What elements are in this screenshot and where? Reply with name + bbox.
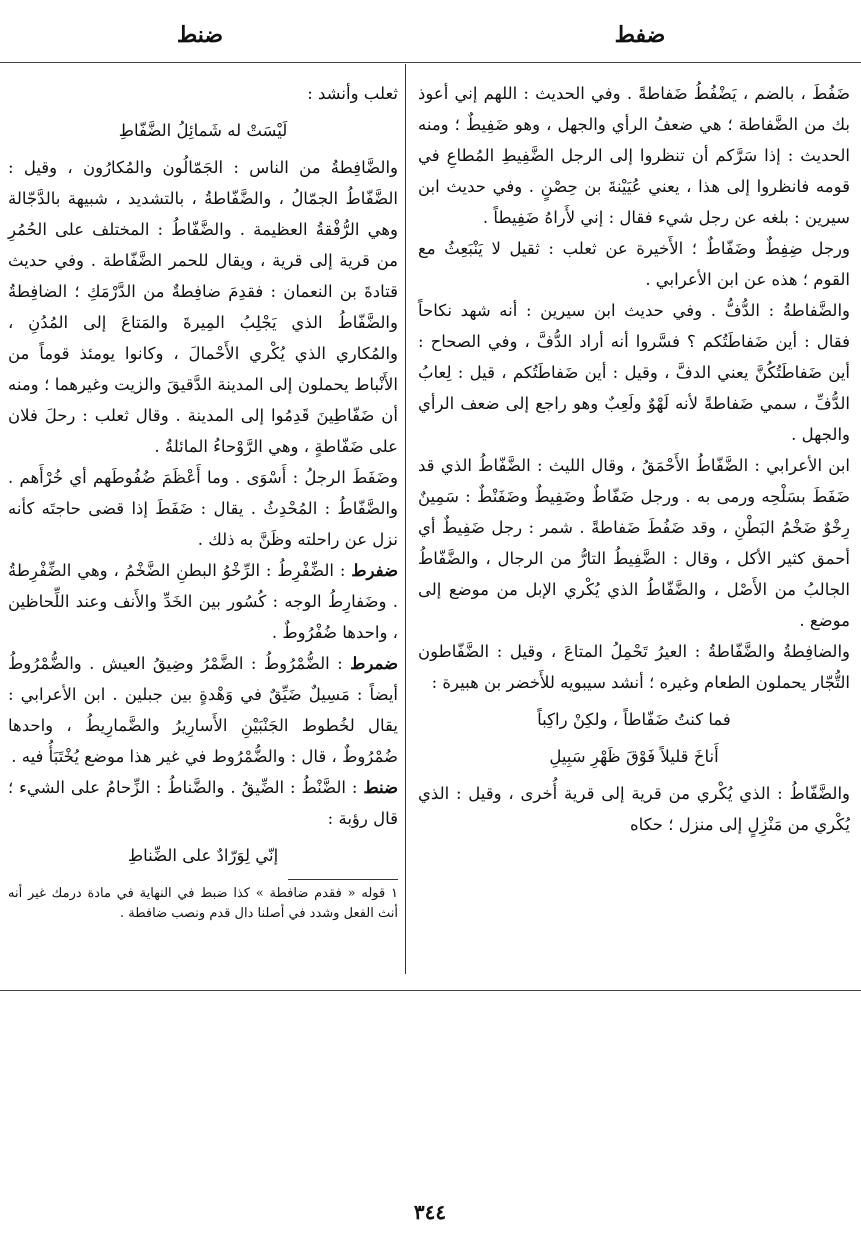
entry-headword: ضفرط: [351, 561, 399, 580]
paragraph: وضَفَطَ الرجلُ : أَسْوَى . وما أَعْظَمَ ضُفُوطَهم أي خُرْأَهم . والضَّفّاطُ : المُحْدِثُ . يقال : ضَفَطَ إذا قضى حاجتَه كأنه نزل عن راحلته وظَنَّ به ذلك .: [8, 468, 398, 549]
verse-line: فما كنتُ ضَفّاطاً ، ولكِنْ راكِباً: [537, 710, 731, 729]
paragraph: ورجل ضِفِطٌ وضَفّاطٌ ؛ الأَخيرة عن ثعلب : ثقيل لا يَنْبَعِثُ مع القوم ؛ هذه عن ابن الأعرابي .: [418, 239, 850, 289]
paragraph: والضافِطةُ والضَّفّاطةُ : العيرُ تَحْمِلُ المتاعَ ، وقيل : الضَّفّاطون التُّجّار يحملون الطعام وغيره ؛ أنشد سيبويه للأَخضر بن هبيرة :: [418, 642, 850, 692]
entry-dant: [8, 772, 398, 834]
page-number: ٣٤٤: [413, 1200, 447, 1224]
footer-rule: [0, 990, 861, 991]
entry-text: : الضِّفْرِطُ : الرِّخْوُ البطنِ الضَّخْمُ ، وهي الضِّفْرِطةُ . وضَفارِطُ الوجه : كُسُور بين الخَدِّ والأَنف وعند اللِّحاظين ، واحدها ضُفْرُوطٌ .: [8, 561, 398, 642]
entry-text: : الضُّمْرُوطُ : الضَّمْرُ وضِيقُ العيش . والضُّمْرُوطُ أيضاً : مَسِيلٌ ضَيِّقٌ في وَهْدةٍ بين جبلين . ابن الأعرابي : يقال لخُطوط الجَنْبَيْنِ الأَسارِيرُ والضَّمارِيطُ ، واحدها ضُمْرُوطٌ ، قال : والضُّمْرُوط في غير هذا موضع يُخْتَبَأُ فيه .: [8, 654, 398, 766]
column-divider: [405, 64, 406, 974]
left-column: [8, 78, 398, 924]
paragraph: ابن الأعرابي : الضَّفّاطُ الأَحْمَقُ ، وقال الليث : الضَّفّاطُ الذي قد ضَفَطَ بسَلْحِه ورمى به . ورجل ضَفّاطٌ وضَفِيطٌ وضَفَنْطٌ : سَمِينٌ رِخْوٌ ضَخْمُ البَطْنِ ، وقد ضَفُطَ ضَفاطةً . شمر : رجل ضَفِيطٌ أي أحمق كثير الأكل ، وقال : الضَّفِيطُ التارُّ من الرجال ، والضَّفّاطُ الجالبُ من الأَصْل ، والضَّفّاطُ الذي يُكْري الإبل من موضع إلى موضع .: [418, 456, 850, 630]
paragraph: والضَّافِطةُ من الناس : الجَمّالُون والمُكارُون ، وقيل : الضَّفّاطُ الجمّالُ ، والضَّفّاطةُ ، بالتشديد ، شبيهة بالدَّجّالة وهي الرُّفْقةُ العظيمة . والضَّفّاطُ : المختلف على الحُمُرِ من قرية إلى قرية ، ويقال للحمر الضَّفّاطة . وفي حديث قتادةَ بن النعمان : فقدِمَ ضافِطةٌ من الدَّرْمَكِ ؛ الضافِطةُ والضَّفّاطُ الذي يَجْلِبُ المِيرةَ والمَتاعَ إلى المُدُنِ ، والمُكاري الذي يُكْري الأَحْمالَ ، وكانوا يومئذ قوماً من الأَنْباط يحملون إلى المدينة الدَّقيقَ والزيت وغيرهما ؛ ومنه أن ضَفّاطِينَ قَدِمُوا إلى المدينة . وقال ثعلب : رحلَ فلان على ضَفّاطةٍ ، وهي الرَّوْحاءُ المائلةُ .: [8, 158, 398, 456]
entry-dafrat: [8, 555, 398, 648]
entry-headword: ضنط: [363, 778, 398, 797]
entry-text: : الضَّنْطُ : الضِّيقُ . والضَّناطُ : الزِّحامُ على الشيء ؛ قال رؤبة :: [8, 778, 398, 828]
paragraph: والضَّفّاطُ : الذي يُكْري من قرية إلى قرية أُخرى ، وقيل : الذي يُكْري من مَنْزِلٍ إلى منزل ؛ حكاه: [418, 784, 850, 834]
entry-headword: ضمرط: [350, 654, 398, 673]
verse-line: أَناخَ قليلاً فَوْقَ ظَهْرِ سَبِيلِ: [549, 747, 719, 766]
entry-dumrut: [8, 648, 398, 772]
verse-line: لَيْسَتْ له شَمائِلُ الضَّفّاطِ: [118, 121, 288, 140]
running-head-right: ضفط: [614, 22, 666, 48]
footnote: ١ قوله « فقدم ضافطة » كذا ضبط في النهاية في مادة درمك غير أنه أنث الفعل وشدد في أصلنا دال قدم ونصب ضافطة .: [8, 886, 398, 921]
paragraph: والضَّفاطةُ : الدُّفُّ . وفي حديث ابن سيرين : أنه شهد نكاحاً فقال : أين ضَفاطَتُكم ؟ فسَّروا أنه أراد الدُّفَّ ، وفي الصحاح : أين ضَفاطَتُكُنَّ يعني الدفَّ ، وقيل : أين ضَفاطَتُكم ، قيل : لِعابُ الدُّفِّ ، سمي ضَفاطةً لأنه لَهْوٌ ولَعِبٌ وهو راجع إلى ضعف الرأي والجهل .: [418, 301, 850, 444]
paragraph: ضَفُطَ ، بالضم ، يَضْفُطُ ضَفاطةً . وفي الحديث : اللهم إني أعوذ بك من الضَّفاطة ؛ هي ضعفُ الرأي والجهل ، وهو ضَفِيطٌ ؛ ومنه الحديث : إذا سَرَّكم أن تنظروا إلى الرجل الضَّفِيطِ المُطاعِ في قومه فانظروا إلى هذا ، يعني عُيَيْنةَ بن حِصْنٍ . وفي حديث ابن سيرين : بلغه عن رجل شيء فقال : إني لأَراهُ ضَفِيطاً .: [418, 84, 850, 227]
running-head-left: ضنط: [176, 22, 224, 48]
header-rule: [0, 62, 861, 63]
footnote-rule: [288, 879, 398, 880]
paragraph: ثعلب وأنشد :: [307, 84, 398, 103]
right-column: [418, 78, 850, 840]
verse-line: إنّي لِوَرّادٌ على الضِّناطِ: [127, 846, 279, 865]
